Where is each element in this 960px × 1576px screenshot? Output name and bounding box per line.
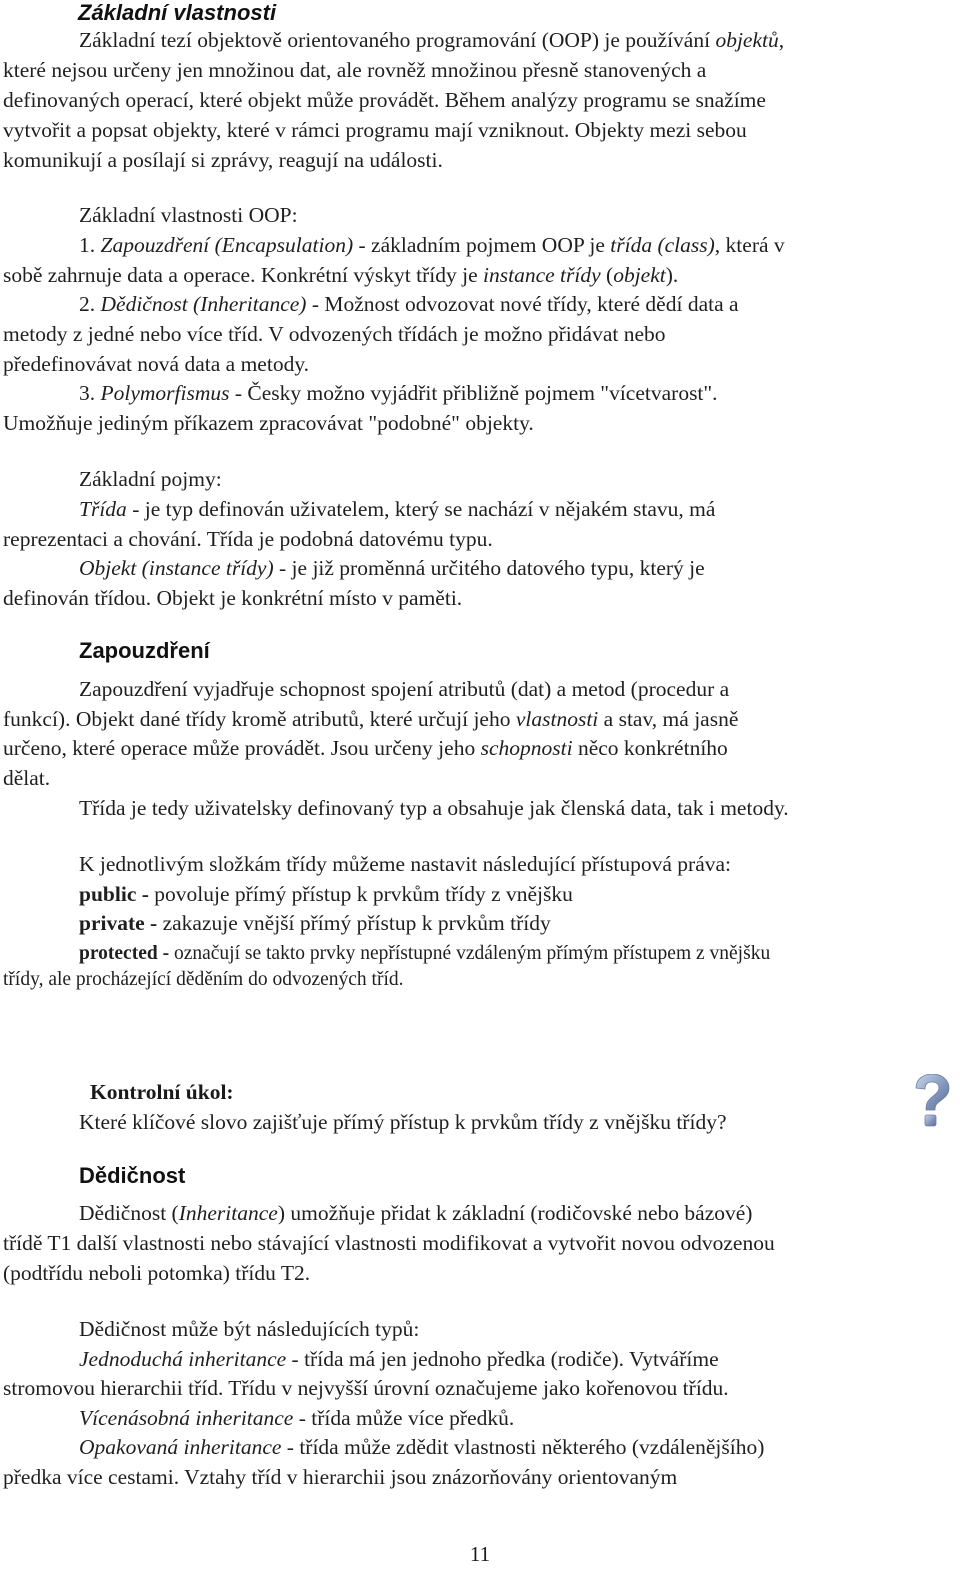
paragraph-line: definován třídou. Objekt je konkrétní místo v paměti. (3, 586, 463, 610)
paragraph-line: předefinovávat nová data a metody. (3, 352, 310, 376)
basic-terms-label: Základní pojmy: (79, 467, 222, 491)
paragraph-line: vytvořit a popsat objekty, které v rámci programu mají vzniknout. Objekty mezi sebou (3, 118, 747, 142)
paragraph-line: reprezentaci a chování. Třída je podobná datovému typu. (3, 527, 493, 551)
paragraph-line: sobě zahrnuje data a operace. Konkrétní výskyt třídy je instance třídy (objekt). (3, 263, 679, 287)
paragraph-line: K jednotlivým složkám třídy můžeme nastavit následující přístupová práva: (79, 852, 732, 876)
access-private: private - zakazuje vnější přímý přístup k prvkům třídy (79, 911, 551, 935)
paragraph-line: předka více cestami. Vztahy tříd v hierarchii jsou znázorňovány orientovaným (3, 1465, 678, 1489)
paragraph-line: třídy, ale procházející děděním do odvozených tříd. (3, 969, 404, 990)
page-number: 11 (469, 1542, 491, 1566)
section-heading-zakladni-vlastnosti: Základní vlastnosti (78, 0, 277, 25)
section-heading-zapouzdreni: Zapouzdření (79, 638, 210, 663)
inheritance-types-label: Dědičnost může být následujících typů: (79, 1317, 420, 1341)
paragraph-line: stromovou hierarchii tříd. Třídu v nejvyšší úrovní označujeme jako kořenovou třídu. (3, 1376, 729, 1400)
paragraph-line: Zapouzdření vyjadřuje schopnost spojení atributů (dat) a metod (procedur a (79, 677, 730, 701)
paragraph-line: Třída je tedy uživatelsky definovaný typ a obsahuje jak členská data, tak i metody. (79, 796, 789, 820)
control-task-question: Které klíčové slovo zajišťuje přímý přístup k prvkům třídy z vnějšku třídy? (79, 1110, 727, 1134)
term-object: Objekt (instance třídy) - je již proměnná určitého datového typu, který je (79, 556, 705, 580)
inheritance-multiple: Vícenásobná inheritance - třída může více předků. (79, 1406, 515, 1430)
paragraph-line: definovaných operací, které objekt může provádět. Během analýzy programu se snažíme (3, 88, 766, 112)
term-class: Třída - je typ definován uživatelem, který se nachází v nějakém stavu, má (79, 497, 716, 521)
paragraph-line: funkcí). Objekt dané třídy kromě atributů, které určují jeho vlastnosti a stav, má jasně (3, 707, 739, 731)
paragraph-line: třídě T1 další vlastnosti nebo stávající vlastnosti modifikovat a vytvořit novou odvozenou (3, 1231, 775, 1255)
paragraph-line: (podtřídu neboli potomka) třídu T2. (3, 1261, 311, 1285)
control-task-label: Kontrolní úkol: (90, 1080, 234, 1104)
paragraph-line: metody z jedné nebo více tříd. V odvozených třídách je možno přidávat nebo (3, 322, 666, 346)
paragraph-line: Dědičnost (Inheritance) umožňuje přidat k základní (rodičovské nebo bázové) (79, 1201, 753, 1225)
paragraph-line: dělat. (3, 766, 51, 790)
oop-properties-label: Základní vlastnosti OOP: (79, 203, 298, 227)
paragraph-line: určeno, které operace může provádět. Jsou určeny jeho schopnosti něco konkrétního (3, 736, 728, 760)
paragraph-line: Umožňuje jediným příkazem zpracovávat "podobné" objekty. (3, 411, 534, 435)
access-public: public - povoluje přímý přístup k prvkům třídy z vnějšku (79, 882, 573, 906)
list-item-encapsulation: 1. Zapouzdření (Encapsulation) - základním pojmem OOP je třída (class), která v (79, 233, 785, 257)
paragraph-line: Základní tezí objektově orientovaného programování (OOP) je používání objektů, (79, 28, 785, 52)
paragraph-line: komunikují a posílají si zprávy, reagují na události. (3, 148, 443, 172)
question-mark-icon (912, 1074, 952, 1128)
list-item-polymorphism: 3. Polymorfismus - Česky možno vyjádřit přibližně pojmem "vícetvarost". (79, 381, 718, 405)
access-protected: protected - označují se takto prvky nepřístupné vzdáleným přímým přístupem z vnějšku (79, 943, 771, 964)
paragraph-line: které nejsou určeny jen množinou dat, ale rovněž množinou přesně stanovených a (3, 58, 707, 82)
section-heading-dedicnost: Dědičnost (79, 1163, 186, 1188)
inheritance-repeated: Opakovaná inheritance - třída může zdědit vlastnosti některého (vzdálenějšího) (79, 1435, 765, 1459)
inheritance-simple: Jednoduchá inheritance - třída má jen jednoho předka (rodiče). Vytváříme (79, 1347, 719, 1371)
list-item-inheritance: 2. Dědičnost (Inheritance) - Možnost odvozovat nové třídy, které dědí data a (79, 292, 739, 316)
